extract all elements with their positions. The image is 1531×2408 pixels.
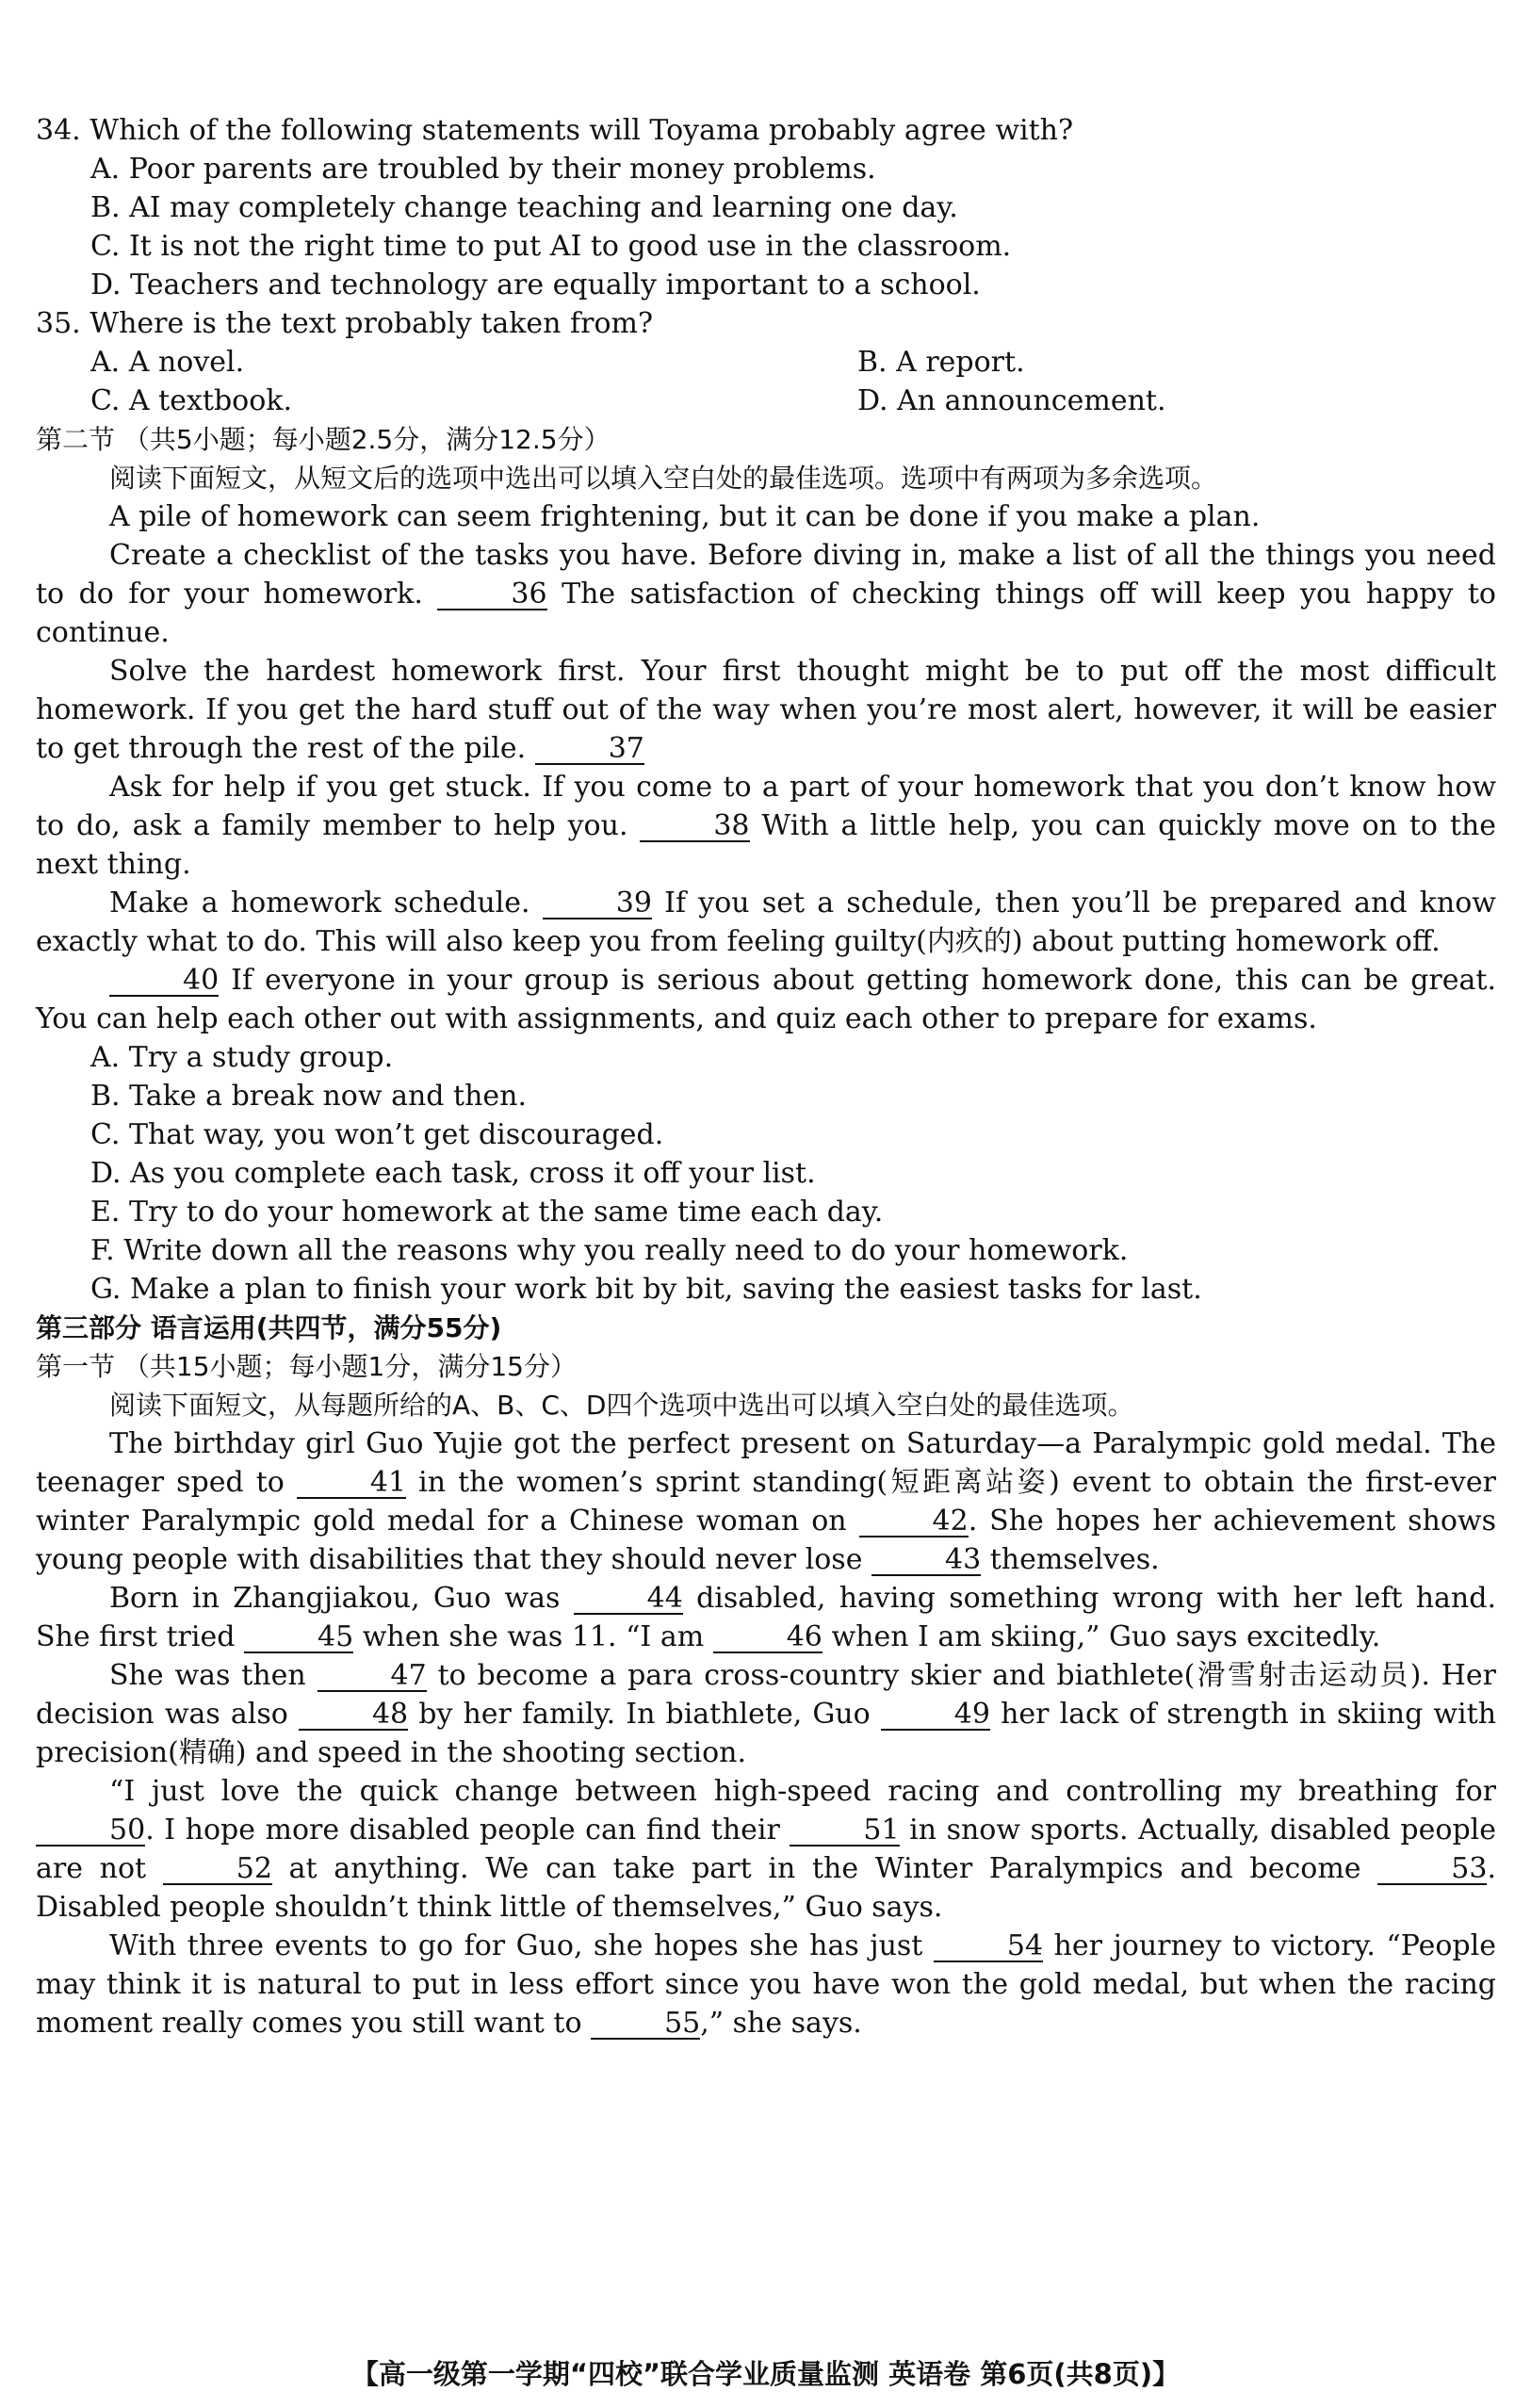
p3-p5-text-b: her journey to victory. “People may think it is natural to put in less effort since you have won the gold medal, but when the racing moment really comes you still want to [36, 1929, 1496, 2040]
s2-option-g: G. Make a plan to finish your work bit by bit, saving the easiest tasks for last. [90, 1273, 1202, 1306]
s2-p6-text-b: If everyone in your group is serious about getting homework done, this can be great. You can help each other out with assignments, and quiz each other to prepare for exams. [36, 964, 1496, 1035]
q34-option-c: C. It is not the right time to put AI to good use in the classroom. [90, 230, 1012, 263]
s2-p2-text-a: Create a checklist of the tasks you have. Before diving in, make a list of all the things you need to do for your homework. [36, 539, 1496, 610]
blank-49[interactable]: 49 [881, 1700, 990, 1731]
section2-direction: 阅读下面短文，从短文后的选项中选出可以填入空白处的最佳选项。选项中有两项为多余选项。 [109, 463, 1218, 494]
section2-heading: 第二节 （共5小题；每小题2.5分，满分12.5分） [36, 424, 611, 455]
s2-p5-text-a: Make a homework schedule. [109, 887, 530, 919]
blank-39[interactable]: 39 [543, 889, 652, 919]
q34-option-a: A. Poor parents are troubled by their money problems. [90, 153, 876, 186]
blank-41[interactable]: 41 [297, 1469, 406, 1499]
s2-p2-text-b: The satisfaction of checking things off will keep you happy to continue. [36, 578, 1496, 649]
p3-p2-text-b: disabled, having something wrong with her left hand. She first tried [36, 1582, 1496, 1653]
s2-paragraph-2 [36, 536, 1496, 652]
q34-option-b: B. AI may completely change teaching and learning one day. [90, 191, 958, 224]
p3-p2-text-d: when I am skiing,” Guo says excitedly. [831, 1620, 1381, 1653]
p3-paragraph-1 [36, 1424, 1496, 1579]
blank-55[interactable]: 55 [591, 2009, 700, 2040]
blank-48[interactable]: 48 [299, 1700, 408, 1731]
page-footer: 【高一级第一学期“四校”联合学业质量监测 英语卷 第6页(共8页)】 [350, 2358, 1181, 2390]
blank-43[interactable]: 43 [871, 1546, 981, 1576]
q35-option-c: C. A textbook. [90, 384, 292, 417]
part3-direction: 阅读下面短文，从每题所给的A、B、C、D四个选项中选出可以填入空白处的最佳选项。 [109, 1390, 1134, 1421]
q35-option-b: B. A report. [857, 346, 1025, 379]
p3-p2-text-a: Born in Zhangjiakou, Guo was [109, 1582, 561, 1615]
s2-paragraph-3 [36, 652, 1496, 768]
q35-options-row-2 [36, 382, 1496, 420]
blank-54[interactable]: 54 [934, 1932, 1043, 1962]
s2-p4-text-a: Ask for help if you get stuck. If you come to a part of your homework that you don’t know how to do, ask a family member to help you. [36, 771, 1496, 842]
q35-options-row-1 [36, 343, 1496, 382]
p3-p5-text-a: With three events to go for Guo, she hopes she has just [109, 1929, 923, 1962]
p3-p1-text-a: The birthday girl Guo Yujie got the perfect present on Saturday—a Paralympic gold medal. The teenager sped to [36, 1427, 1496, 1499]
p3-p1-text-c: . She hopes her achievement shows young people with disabilities that they should never lose [36, 1505, 1496, 1576]
p3-p2-text-c: when she was 11. “I am [362, 1620, 705, 1653]
part3-section1-heading: 第一节 （共15小题；每小题1分，满分15分） [36, 1351, 577, 1382]
blank-44[interactable]: 44 [574, 1585, 683, 1615]
p3-p4-text-c: in snow sports. Actually, disabled people are not [36, 1814, 1497, 1885]
s2-paragraph-5 [36, 884, 1496, 961]
p3-p3-text-b: to become a para cross-country skier and biathlete(滑雪射击运动员). Her decision was also [36, 1659, 1496, 1731]
s2-paragraph-4 [36, 768, 1496, 884]
q34-option-d: D. Teachers and technology are equally important to a school. [90, 268, 981, 301]
blank-50[interactable]: 50 [36, 1816, 145, 1847]
s2-option-d: D. As you complete each task, cross it off your list. [90, 1157, 816, 1190]
s2-option-e: E. Try to do your homework at the same time each day. [90, 1196, 884, 1228]
blank-37[interactable]: 37 [535, 735, 644, 765]
p3-paragraph-4 [36, 1772, 1496, 1927]
blank-42[interactable]: 42 [859, 1507, 969, 1538]
p3-p3-text-a: She was then [109, 1659, 306, 1692]
s2-p4-text-b: With a little help, you can quickly move on to the next thing. [36, 809, 1496, 881]
blank-38[interactable]: 38 [640, 812, 749, 842]
p3-p4-text-d: at anything. We can take part in the Winter Paralympics and become [288, 1852, 1361, 1885]
p3-p4-text-e: . Disabled people shouldn’t think little of themselves,” Guo says. [36, 1852, 1496, 1924]
p3-p1-text-d: themselves. [989, 1543, 1160, 1576]
s2-p3-text-a: Solve the hardest homework first. Your first thought might be to put off the most difficult homework. If you get the hard stuff out of the way when you’re most alert, however, it will be easier to get through the rest of the pile. [36, 655, 1496, 765]
blank-51[interactable]: 51 [790, 1816, 899, 1847]
s2-option-c: C. That way, you won’t get discouraged. [90, 1118, 664, 1151]
s2-option-a: A. Try a study group. [90, 1041, 394, 1074]
blank-36[interactable]: 36 [437, 580, 546, 610]
p3-paragraph-2 [36, 1579, 1496, 1656]
blank-46[interactable]: 46 [713, 1623, 823, 1653]
p3-p5-text-c: ,” she says. [700, 2007, 862, 2040]
p3-paragraph-3 [36, 1656, 1496, 1772]
question-34-stem: 34. Which of the following statements will Toyama probably agree with? [36, 114, 1074, 147]
page-content [36, 111, 1496, 2042]
blank-53[interactable]: 53 [1377, 1855, 1487, 1885]
blank-47[interactable]: 47 [318, 1662, 427, 1692]
q35-option-a: A. A novel. [90, 346, 245, 379]
s2-option-f: F. Write down all the reasons why you really need to do your homework. [90, 1234, 1129, 1267]
p3-p4-text-b: . I hope more disabled people can find their [145, 1814, 780, 1847]
p3-p3-text-c: by her family. In biathlete, Guo [418, 1698, 871, 1731]
s2-option-b: B. Take a break now and then. [90, 1080, 528, 1113]
q35-option-d: D. An announcement. [857, 384, 1166, 417]
s2-paragraph-1: A pile of homework can seem frightening, but it can be done if you make a plan. [109, 500, 1261, 533]
p3-paragraph-5 [36, 1927, 1496, 2042]
question-35-stem: 35. Where is the text probably taken from? [36, 307, 654, 340]
s2-p5-text-b: If you set a schedule, then you’ll be prepared and know exactly what to do. This will also keep you from feeling guilty(内疚的) about putting homework off. [36, 887, 1496, 958]
s2-paragraph-6 [36, 961, 1496, 1038]
p3-p3-text-d: her lack of strength in skiing with precision(精确) and speed in the shooting section. [36, 1698, 1497, 1769]
blank-52[interactable]: 52 [163, 1855, 272, 1885]
part3-heading: 第三部分 语言运用(共四节，满分55分) [36, 1312, 502, 1343]
p3-p1-text-b: in the women’s sprint standing(短距离站姿) event to obtain the first-ever winter Paralympic gold medal for a Chinese woman on [36, 1466, 1496, 1538]
p3-p4-text-a: “I just love the quick change between high-speed racing and controlling my breathing for [109, 1775, 1496, 1808]
blank-40[interactable]: 40 [109, 967, 219, 997]
blank-45[interactable]: 45 [244, 1623, 353, 1653]
